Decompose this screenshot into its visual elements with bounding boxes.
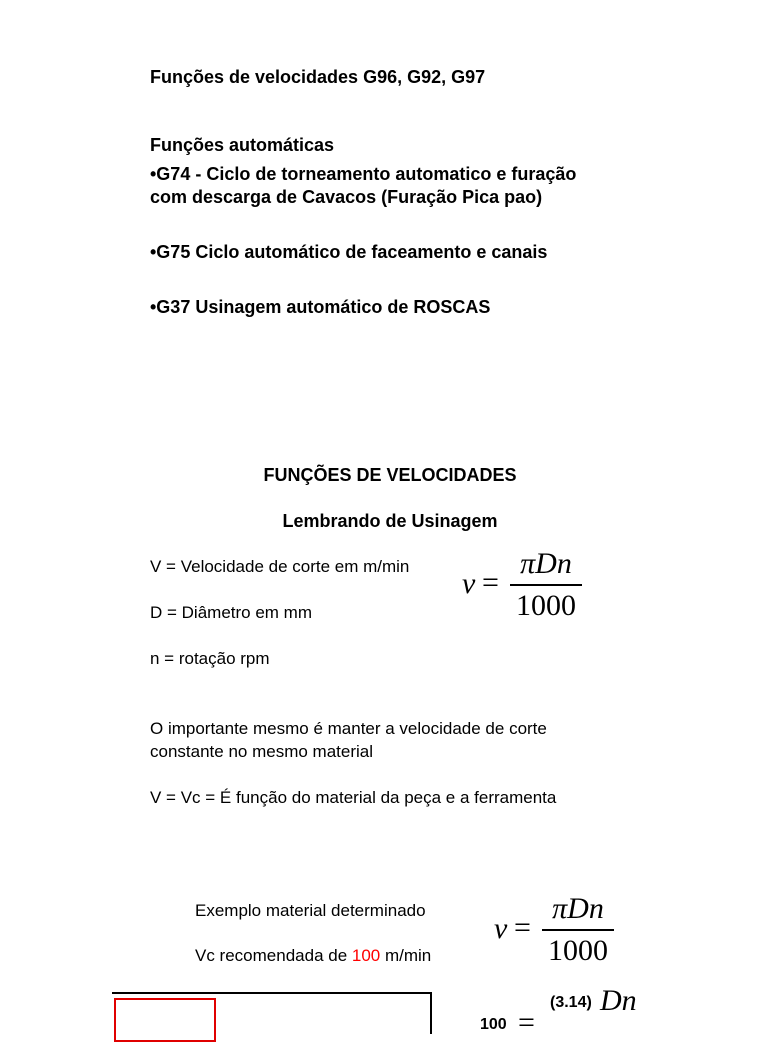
highlight-box: [114, 998, 216, 1042]
bullet-g74-line1: •G74 - Ciclo de torneamento automatico e furação: [150, 164, 577, 184]
formula2-lhs: v: [494, 912, 508, 945]
formula2-denominator: 1000: [548, 934, 608, 967]
auto-functions-heading: Funções automáticas: [150, 135, 335, 155]
formula-fraction-bar: [510, 584, 582, 586]
vc-recommended-value: 100: [351, 946, 381, 965]
formula2-equals: =: [514, 911, 531, 944]
formula2-numerator: πDn: [552, 892, 604, 925]
formula2-fraction-bar: [542, 929, 614, 931]
formula3-equals: =: [518, 1006, 535, 1039]
important-line-1: O importante mesmo é manter a velocidade de corte: [150, 719, 547, 738]
formula-numerator: πDn: [520, 547, 572, 580]
definition-n: n = rotação rpm: [150, 649, 270, 668]
section-subtitle: Lembrando de Usinagem: [282, 511, 498, 531]
important-line-2: constante no mesmo material: [150, 742, 373, 761]
vc-recommended: [195, 945, 431, 967]
cutting-speed-formula: [460, 545, 590, 625]
formula3-lhs: 100: [480, 1016, 507, 1033]
example-formula: [492, 890, 622, 970]
formula3-pi-value: (3.14): [550, 994, 592, 1011]
section-title: FUNÇÕES DE VELOCIDADES: [263, 465, 517, 485]
bullet-g74-line2: com descarga de Cavacos (Furação Pica pao): [150, 187, 543, 207]
formula3-numerator-rest: Dn: [600, 984, 637, 1017]
bullet-g75: •G75 Ciclo automático de faceamento e canais: [150, 242, 548, 262]
speed-functions-heading: Funções de velocidades G96, G92, G97: [150, 67, 486, 87]
formula-equals: =: [482, 566, 499, 599]
example-label: Exemplo material determinado: [195, 901, 426, 920]
substituted-formula: [478, 984, 648, 1039]
vc-recommended-prefix: Vc recomendada de: [195, 946, 352, 965]
formula-lhs: v: [462, 567, 476, 600]
formula-denominator: 1000: [516, 589, 576, 622]
vc-definition: V = Vc = É função do material da peça e a ferramenta: [150, 788, 557, 807]
bullet-g37: •G37 Usinagem automático de ROSCAS: [150, 297, 491, 317]
definition-v: V = Velocidade de corte em m/min: [150, 557, 410, 576]
definition-d: D = Diâmetro em mm: [150, 603, 312, 622]
vc-recommended-suffix: m/min: [380, 946, 432, 965]
